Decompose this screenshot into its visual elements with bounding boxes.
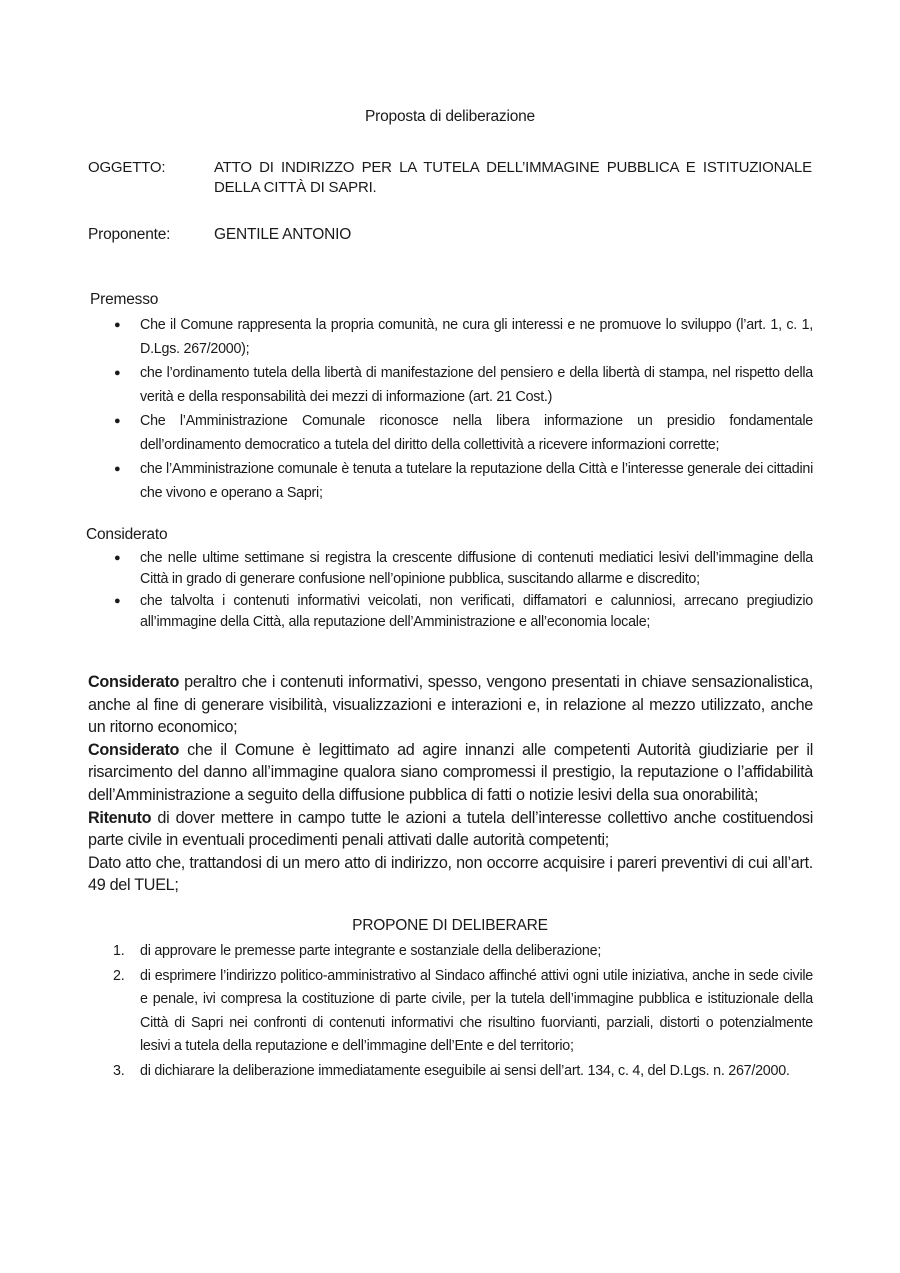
list-item: ● Che l’Amministrazione Comunale riconosce nella libera informazione un presidio fondamentale dell’ordinamento democratico a tutela del diritto della collettività a ricevere informazioni corrette; <box>110 409 813 457</box>
oggetto-label: OGGETTO: <box>88 159 166 176</box>
bullet-icon: ● <box>114 463 121 475</box>
paragraph: Considerato che il Comune è legittimato ad agire innanzi alle competenti Autorità giudiziarie per il risarcimento del danno all’immagine qualora siano compromessi il prestigio, la reputazione o l’affidabilità dell’Amministrazione a seguito della diffusione pubblica di fatti o notizie lesivi della sua onorabilità; <box>88 740 813 804</box>
considerato-heading: Considerato <box>86 526 168 543</box>
premesso-list <box>110 313 813 505</box>
paragraph-lead: Ritenuto <box>88 808 152 827</box>
paragraph-lead: Considerato <box>88 740 180 759</box>
bullet-icon: ● <box>114 367 121 379</box>
considerato-list <box>110 548 813 634</box>
bullet-icon: ● <box>114 595 121 607</box>
list-item: ● Che il Comune rappresenta la propria comunità, ne cura gli interessi e ne promuove lo sviluppo (l’art. 1, c. 1, D.Lgs. 267/2000); <box>110 313 813 361</box>
oggetto-block <box>88 158 812 198</box>
item-number: 1. <box>113 943 125 959</box>
list-item: ● che l’ordinamento tutela della libertà di manifestazione del pensiero e della libertà di stampa, nel rispetto della verità e della responsabilità dei mezzi di informazione (art. 21 Cost.) <box>110 361 813 409</box>
proponente-value: GENTILE ANTONIO <box>214 226 352 243</box>
paragraph: Dato atto che, trattandosi di un mero atto di indirizzo, non occorre acquisire i pareri preventivi di cui all’art. 49 del TUEL; <box>88 853 813 895</box>
paragraph: Ritenuto di dover mettere in campo tutte le azioni a tutela dell’interesse collettivo anche costituendosi parte civile in eventuali procedimenti penali attivati dalle autorità competenti; <box>88 808 813 850</box>
list-item: ● che talvolta i contenuti informativi veicolati, non verificati, diffamatori e calunniosi, arrecano pregiudizio all’immagine della Città, alla reputazione dell’Amministrazione e all’economia locale; <box>114 593 813 630</box>
paragraph: Considerato peraltro che i contenuti informativi, spesso, vengono presentati in chiave sensazionalistica, anche al fine di generare visibilità, visualizzazioni e interazioni e, in relazione al mezzo utilizzato, anche un ritorno economico; <box>88 673 813 737</box>
list-item: ● che nelle ultime settimane si registra la crescente diffusione di contenuti mediatici lesivi dell’immagine della Città in grado di generare confusione nell’opinione pubblica, suscitando allarme e discredito; <box>114 550 813 587</box>
proponente-block <box>88 226 351 244</box>
propone-heading: PROPONE DI DELIBERARE <box>352 917 548 934</box>
premesso-heading: Premesso <box>90 291 159 308</box>
list-item: 2. di esprimere l’indirizzo politico-amministrativo al Sindaco affinché attivi ogni utile iniziativa, anche in sede civile e penale, ivi compresa la costituzione di parte civile, per la tutela dell’immagine pubblica e istituzionale della Città di Sapri nei confronti di contenuti informativi che risultino fuorvianti, parziali, distorti o potenzialmente lesivi a tutela della reputazione e dell’immagine dell’Ente e del territorio; <box>110 965 813 1059</box>
paragraph-lead: Considerato <box>88 673 180 691</box>
propone-list <box>110 940 813 1085</box>
list-item: 1. di approvare le premesse parte integrante e sostanziale della deliberazione; <box>110 940 813 964</box>
item-number: 3. <box>113 1062 125 1079</box>
list-item: ● che l’Amministrazione comunale è tenuta a tutelare la reputazione della Città e l’interesse generale dei cittadini che vivono e operano a Sapri; <box>110 457 813 505</box>
oggetto-value: ATTO DI INDIRIZZO PER LA TUTELA DELL’IMMAGINE PUBBLICA E ISTITUZIONALE DELLA CITTÀ DI SAPRI. <box>214 159 812 196</box>
bullet-icon: ● <box>114 552 121 564</box>
item-number: 2. <box>113 967 125 984</box>
bullet-icon: ● <box>114 415 121 427</box>
proponente-label: Proponente: <box>88 226 171 243</box>
body-paragraphs <box>88 671 813 897</box>
bullet-icon: ● <box>114 319 121 331</box>
list-item: 3. di dichiarare la deliberazione immediatamente eseguibile ai sensi dell’art. 134, c. 4, del D.Lgs. n. 267/2000. <box>110 1060 813 1084</box>
document-title: Proposta di deliberazione <box>365 108 535 125</box>
